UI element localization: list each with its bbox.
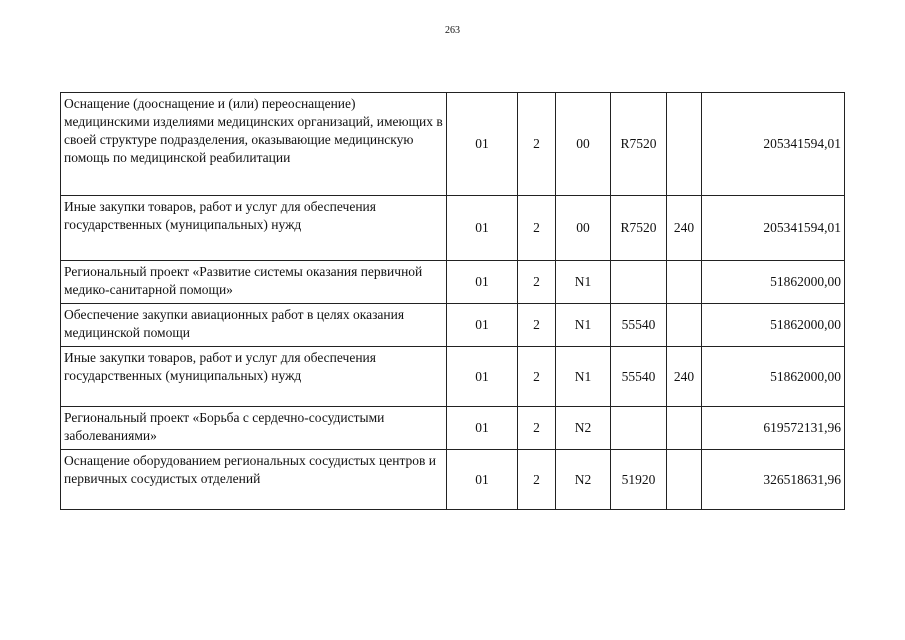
expense-type-cell: 240 (667, 196, 702, 261)
direction-code-cell: 51920 (611, 450, 667, 510)
subprogram-code-cell: N1 (556, 347, 611, 407)
item-name-cell: Иные закупки товаров, работ и услуг для обеспечения государственных (муниципальных) нужд (61, 196, 447, 261)
program-code-cell: 2 (518, 196, 556, 261)
program-code-cell: 2 (518, 93, 556, 196)
item-name-cell: Обеспечение закупки авиационных работ в целях оказания медицинской помощи (61, 304, 447, 347)
section-code-cell: 01 (447, 347, 518, 407)
amount-cell: 51862000,00 (702, 261, 845, 304)
table-row (61, 304, 845, 347)
page-number: 263 (445, 25, 460, 36)
item-name-cell: Оснащение оборудованием региональных сосудистых центров и первичных сосудистых отделений (61, 450, 447, 510)
expense-type-cell: 240 (667, 347, 702, 407)
expense-type-cell (667, 450, 702, 510)
direction-code-cell: 55540 (611, 347, 667, 407)
amount-cell: 51862000,00 (702, 304, 845, 347)
section-code-cell: 01 (447, 304, 518, 347)
item-name-cell: Иные закупки товаров, работ и услуг для обеспечения государственных (муниципальных) нужд (61, 347, 447, 407)
section-code-cell: 01 (447, 450, 518, 510)
program-code-cell: 2 (518, 347, 556, 407)
amount-cell: 51862000,00 (702, 347, 845, 407)
expense-type-cell (667, 304, 702, 347)
direction-code-cell: R7520 (611, 196, 667, 261)
section-code-cell: 01 (447, 407, 518, 450)
program-code-cell: 2 (518, 261, 556, 304)
expense-type-cell (667, 407, 702, 450)
amount-cell: 205341594,01 (702, 196, 845, 261)
direction-code-cell (611, 261, 667, 304)
subprogram-code-cell: N1 (556, 304, 611, 347)
subprogram-code-cell: N1 (556, 261, 611, 304)
direction-code-cell (611, 407, 667, 450)
program-code-cell: 2 (518, 407, 556, 450)
direction-code-cell: 55540 (611, 304, 667, 347)
subprogram-code-cell: N2 (556, 407, 611, 450)
amount-cell: 326518631,96 (702, 450, 845, 510)
direction-code-cell: R7520 (611, 93, 667, 196)
program-code-cell: 2 (518, 450, 556, 510)
section-code-cell: 01 (447, 196, 518, 261)
subprogram-code-cell: N2 (556, 450, 611, 510)
expense-type-cell (667, 261, 702, 304)
item-name-cell: Оснащение (дооснащение и (или) переоснащение) медицинскими изделиями медицинских организаций, имеющих в своей структуре подразделения, оказывающие медицинскую помощь по медицинской реабилитации (61, 93, 447, 196)
subprogram-code-cell: 00 (556, 93, 611, 196)
table-row (61, 261, 845, 304)
expense-type-cell (667, 93, 702, 196)
item-name-cell: Региональный проект «Борьба с сердечно-сосудистыми заболеваниями» (61, 407, 447, 450)
section-code-cell: 01 (447, 261, 518, 304)
item-name-cell: Региональный проект «Развитие системы оказания первичной медико-санитарной помощи» (61, 261, 447, 304)
table-row (61, 450, 845, 510)
subprogram-code-cell: 00 (556, 196, 611, 261)
table-row (61, 347, 845, 407)
table-row (61, 407, 845, 450)
amount-cell: 205341594,01 (702, 93, 845, 196)
amount-cell: 619572131,96 (702, 407, 845, 450)
program-code-cell: 2 (518, 304, 556, 347)
section-code-cell: 01 (447, 93, 518, 196)
budget-table (60, 92, 845, 510)
table-row (61, 196, 845, 261)
table-row (61, 93, 845, 196)
